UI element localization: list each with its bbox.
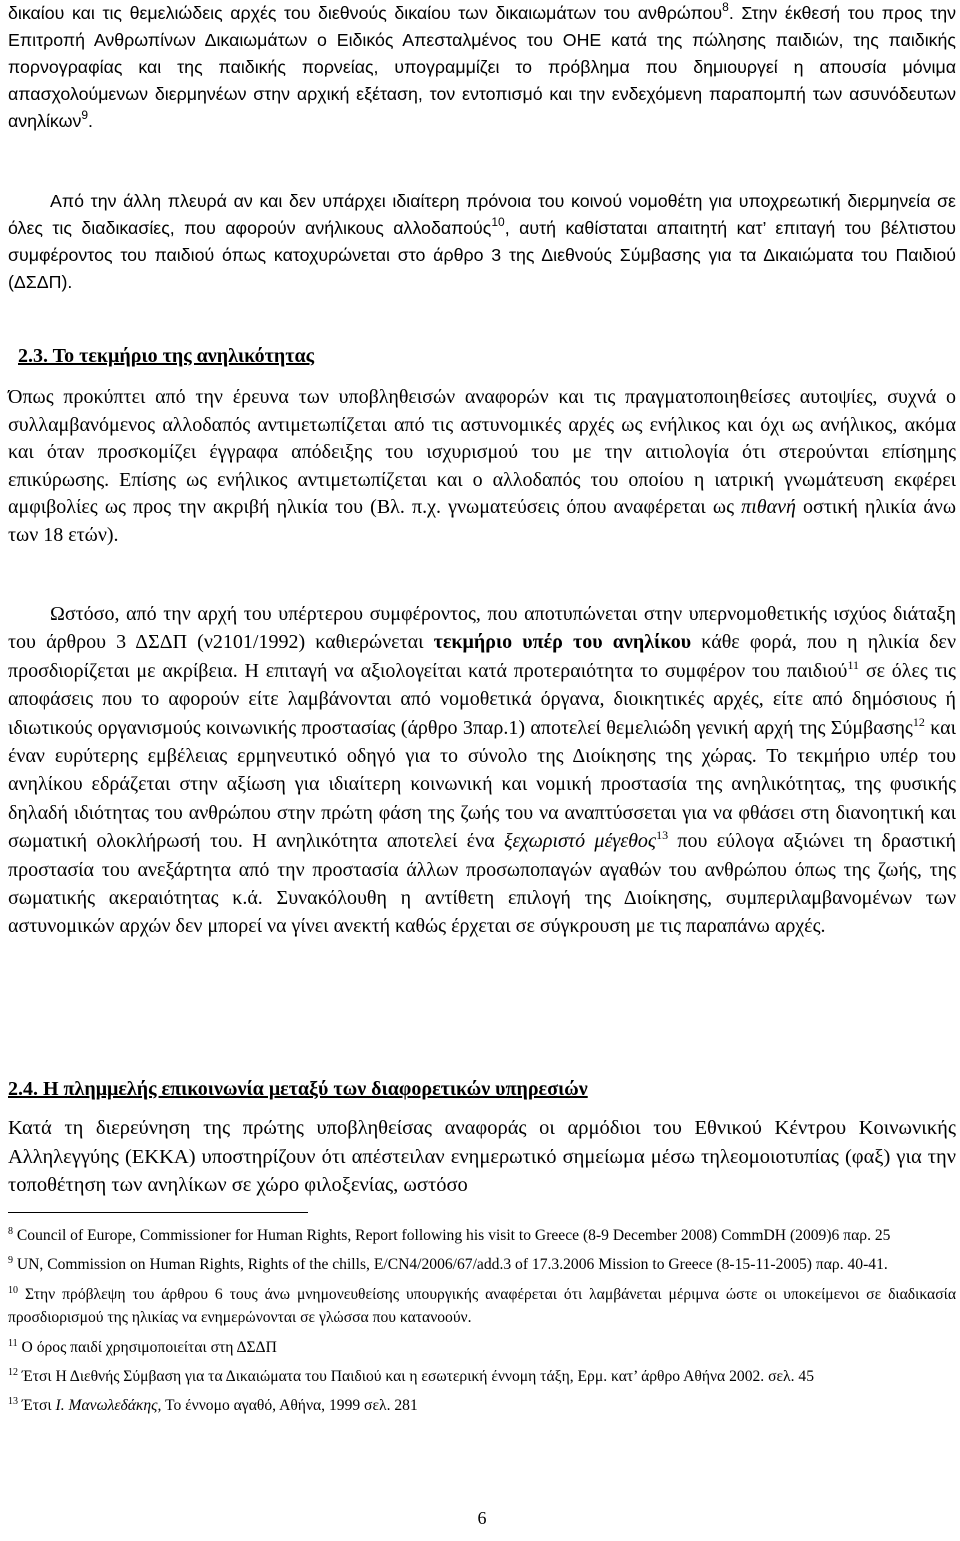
- section-heading-2-3: 2.3. Το τεκμήριο της ανηλικότητας: [18, 345, 315, 367]
- footnote-ref-13: 13: [656, 828, 669, 843]
- paragraph-4: Ωστόσο, από την αρχή του υπέρτερου συμφέροντος, που αποτυπώνεται στην υπερνομοθετικής ισχύος διάταξη του άρθρου 3 ΔΣΔΠ (ν2101/1992) καθιερώνεται τεκμήριο υπέρ του ανηλίκου κάθε φορά, που η ηλικία δεν προσδιορίζεται με ακρίβεια. Η επιταγή να αξιολογείται κατά προτεραιότητα το συμφέρον του παιδιού$^{11}$ σε όλες τις αποφάσεις που το αφορούν είτε λαμβάνονται από νομοθετικά όργανα, διοικητικές αρχές, είτε από δημόσιους ή ιδιωτικούς οργανισμούς κοινωνικής προστασίας (άρθρο 3παρ.1) αποτελεί θεμελιώδη γενική αρχή της Σύμβασης$^{12}$ και έναν ευρύτερης εμβέλειας ερμηνευτικό οδηγό για το σύνολο της Διοίκησης της χώρας. Το τεκμήριο υπέρ του ανηλίκου εδράζεται στην αξίωση για ιδιαίτερη κοινωνική και νομική προστασία της ανηλικότητας, της φυσικής δηλαδή ιδιότητας του ανθρώπου στην πρώτη φάση της ζωής του να αναπτύσσεται για να φθάσει στη διανοητική και σωματική ολοκλήρωσή του. Η ανηλικότητα αποτελεί ένα ξεχωριστό μέγεθος$^{13}$ που εύλογα αξιώνει τη δραστική προστασία του ανεξάρτητα από την προστασία άλλων προσωποπαγών αγαθών του ανθρώπου όπως της ζωής, της σωματικής ακεραιότητας κ.ά. Συνακόλουθη η αντίθετη επιλογή της Διοίκησης, συμπεριλαμβανομένων των αστυνομικών αρχών δεν μπορεί να γίνει ανεκτή καθώς έρχεται σε σύγκρουση με τις παραπάνω αρχές.: [8, 603, 957, 938]
- footnote-10: $^{10}$ Στην πρόβλεψη του άρθρου 6 τους άνω μνημονευθείσης υπουργικής αναφέρεται ότι λαμβάνεται μέριμνα ώστε οι υποκείμενοι σε διαδικασία προσδιορισμού της ηλικίας να ενημερώνονται σε γλώσσα που κατανοούν.: [8, 1284, 956, 1327]
- paragraph-1: δικαίου και τις θεμελιώδεις αρχές του διεθνούς δικαίου των δικαιωμάτων του ανθρώπου$^8$. Στην έκθεσή του προς την Επιτροπή Ανθρωπίνων Δικαιωμάτων ο Ειδικός Απεσταλμένος του ΟΗΕ κατά της πώλησης παιδιών, της παιδικής πορνογραφίας και της παιδικής πορνείας, υπογραμμίζει το πρόβλημα που δημιουργεί η απουσία μόνιμα απασχολούμενων διερμηνέων στην αρχική εξέταση, τον εντοπισμό και την ενδεχόμενη παραπομπή των ασυνόδευτων ανηλίκων$^9$.: [8, 0, 956, 131]
- paragraph-2: Από την άλλη πλευρά αν και δεν υπάρχει ιδιαίτερη πρόνοια του κοινού νομοθέτη για υποχρεωτική διερμηνεία σε όλες τις διαδικασίες, που αφορούν ανήλικους αλλοδαπούς$^{10}$, αυτή καθίσταται απαιτητή κατ’ επιταγή του βέλτιστου συμφέροντος του παιδιού όπως κατοχυρώνεται στο άρθρο 3 της Διεθνούς Σύμβασης για τα Δικαιώματα του Παιδιού (ΔΣΔΠ).: [8, 191, 956, 292]
- footnote-ref-10: 10: [491, 215, 505, 229]
- footnote-ref-12: 12: [912, 714, 925, 729]
- footnotes: [8, 1224, 956, 1418]
- footnote-ref-9: 9: [81, 108, 89, 122]
- footnote-11: $^{11}$ Ο όρος παιδί χρησιμοποιείται στη ΔΣΔΠ: [8, 1337, 277, 1356]
- footnote-separator: [8, 1212, 308, 1213]
- footnote-ref-11: 11: [847, 657, 859, 672]
- footnote-13: $^{13}$ Έτσι Ι. Μανωλεδάκης, Το έννομο αγαθό, Αθήνα, 1999 σελ. 281: [8, 1396, 418, 1415]
- footnote-8: $^8$ Council of Europe, Commissioner for Human Rights, Report following his visit to Greece (8-9 December 2008) CommDH (2009)6 παρ. 25: [8, 1226, 891, 1244]
- paragraph-5: Κατά τη διερεύνηση της πρώτης υποβληθείσας αναφοράς οι αρμόδιοι του Εθνικού Κέντρου Κοινωνικής Αλληλεγγύης (ΕΚΚΑ) υποστηρίζουν ότι απέστειλαν ενημερωτικό σημείωμα μέσω τηλεομοιοτυπίας (φαξ) για την τοποθέτηση των ανηλίκων σε χώρο φιλοξενίας, ωστόσο: [8, 1117, 956, 1197]
- paragraph-3: Όπως προκύπτει από την έρευνα των υποβληθεισών αναφορών και τις πραγματοποιηθείσες αυτοψίες, συχνά ο συλλαμβανόμενος αλλοδαπός αντιμετωπίζεται από τις αστυνομικές αρχές ως ενήλικος και όχι ως ανήλικος, ακόμα και όταν προσκομίζει έγγραφα απόδειξης του ισχυρισμού του με την αιτιολογία ότι στερούνται επίσημης επικύρωσης. Επίσης ως ενήλικος αντιμετωπίζεται και ο αλλοδαπός του οποίου η ιατρική γνωμάτευση εκφέρει αμφιβολίες ως προς την ακριβή ηλικία του (Βλ. π.χ. γνωματεύσεις όπου αναφέρεται ως πιθανή οστική ηλικία άνω των 18 ετών).: [8, 386, 957, 546]
- footnote-9: $^9$ UN, Commission on Human Rights, Rights of the chills, E/CN4/2006/67/add.3 of 17.3.2006 Mission to Greece (8-15-11-2005) παρ. 40-41.: [8, 1255, 888, 1274]
- footnote-12: $^{12}$ Έτσι Η Διεθνής Σύμβαση για τα Δικαιώματα του Παιδιού και η εσωτερική έννομη τάξη, Ερμ. κατ’ άρθρο Αθήνα 2002. σελ. 45: [8, 1367, 815, 1386]
- section-heading-2-4: 2.4. Η πλημμελής επικοινωνία μεταξύ των διαφορετικών υπηρεσιών: [8, 1078, 588, 1100]
- footnote-ref-8: 8: [722, 0, 729, 14]
- page-number: 6: [477, 1508, 487, 1528]
